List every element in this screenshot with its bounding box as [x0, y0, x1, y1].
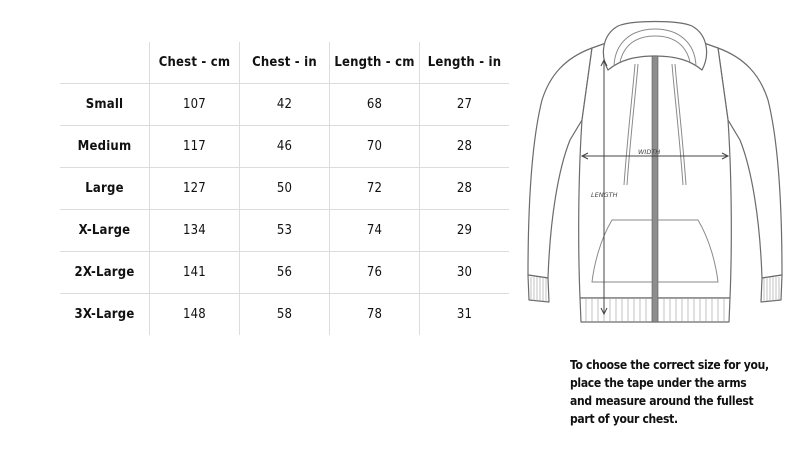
- table-row: [60, 84, 509, 126]
- length-cm-cell: 76: [330, 252, 420, 294]
- length-cm-cell: 74: [330, 210, 420, 252]
- length-in-cell: 28: [420, 126, 510, 168]
- size-name-cell: Small: [60, 84, 150, 126]
- table-row: [60, 210, 509, 252]
- length-cm-cell: 72: [330, 168, 420, 210]
- size-chart-table: [60, 42, 509, 335]
- size-name-cell: Large: [60, 168, 150, 210]
- length-cm-cell: 78: [330, 294, 420, 336]
- table-row: [60, 168, 509, 210]
- size-name-cell: 2X-Large: [60, 252, 150, 294]
- table-row: [60, 252, 509, 294]
- chest-in-cell: 46: [240, 126, 330, 168]
- chest-in-cell: 58: [240, 294, 330, 336]
- column-header-chest-in: Chest - in: [240, 42, 330, 84]
- zipper: [652, 56, 658, 322]
- length-cm-cell: 70: [330, 126, 420, 168]
- size-name-cell: Medium: [60, 126, 150, 168]
- chest-cm-cell: 117: [150, 126, 240, 168]
- length-in-cell: 27: [420, 84, 510, 126]
- chest-cm-cell: 148: [150, 294, 240, 336]
- chest-in-cell: 53: [240, 210, 330, 252]
- length-in-cell: 30: [420, 252, 510, 294]
- width-label: WIDTH: [638, 148, 661, 156]
- size-name-cell: 3X-Large: [60, 294, 150, 336]
- chest-in-cell: 42: [240, 84, 330, 126]
- chest-cm-cell: 127: [150, 168, 240, 210]
- length-cm-cell: 68: [330, 84, 420, 126]
- chest-in-cell: 50: [240, 168, 330, 210]
- table-row: [60, 294, 509, 336]
- chest-in-cell: 56: [240, 252, 330, 294]
- hoodie-diagram-icon: [520, 20, 790, 330]
- column-header-size: [60, 42, 150, 84]
- table-header-row: [60, 42, 509, 84]
- table-row: [60, 126, 509, 168]
- size-name-cell: X-Large: [60, 210, 150, 252]
- length-in-cell: 31: [420, 294, 510, 336]
- column-header-chest-cm: Chest - cm: [150, 42, 240, 84]
- chest-cm-cell: 107: [150, 84, 240, 126]
- column-header-length-in: Length - in: [420, 42, 510, 84]
- length-label: LENGTH: [591, 191, 618, 199]
- chest-cm-cell: 141: [150, 252, 240, 294]
- length-in-cell: 29: [420, 210, 510, 252]
- sizing-instructions: To choose the correct size for you, place the tape under the arms and measure around the fullest part of your chest.: [570, 358, 769, 426]
- column-header-length-cm: Length - cm: [330, 42, 420, 84]
- chest-cm-cell: 134: [150, 210, 240, 252]
- length-in-cell: 28: [420, 168, 510, 210]
